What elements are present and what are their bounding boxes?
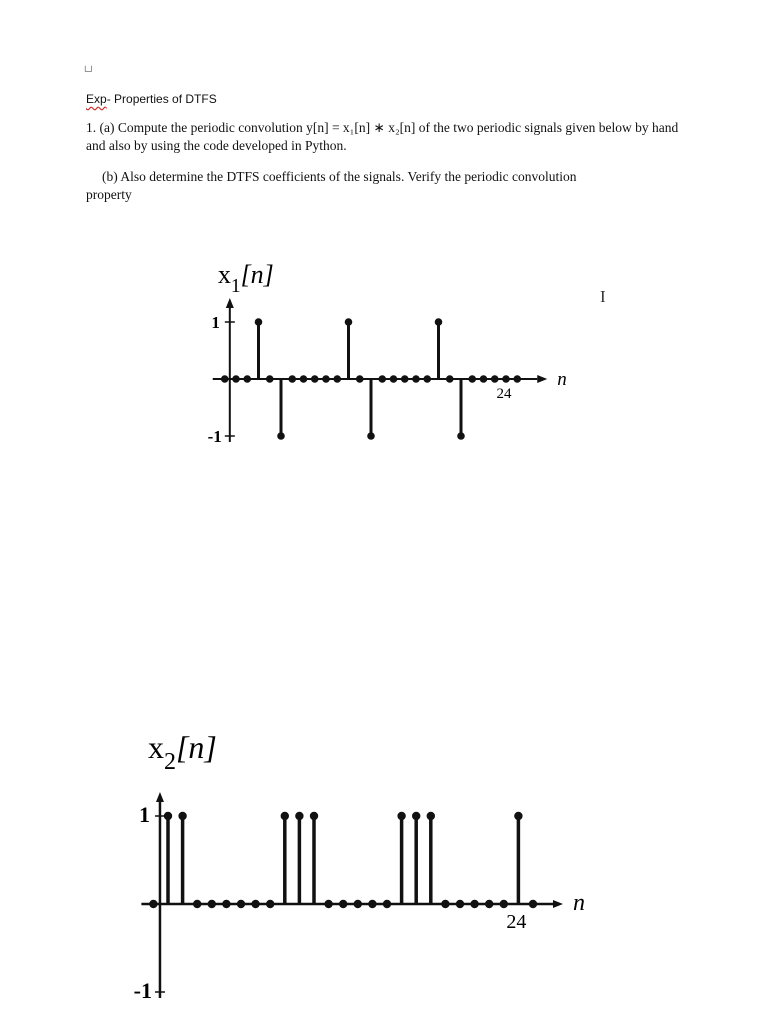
text-cursor-icon: I [600, 287, 606, 306]
stem-marker [251, 900, 259, 908]
y-axis-label [148, 729, 217, 775]
y-label-argument: [n] [175, 729, 217, 765]
y-tick-label: -1 [133, 978, 152, 1003]
y-label-subscript: 2 [163, 749, 176, 776]
stem-marker [164, 812, 172, 820]
stem-marker [427, 812, 435, 820]
y-label-main: x [147, 729, 164, 765]
title-exp: Exp [86, 92, 107, 106]
question-1b-line1: (b) Also determine the DTFS coefficients of the signals. Verify the periodic convolution [102, 169, 577, 184]
stem-marker [295, 812, 303, 820]
x-axis-label: n [557, 369, 567, 390]
stem-marker [500, 900, 508, 908]
y-label-main: x [217, 260, 231, 289]
stem-marker [324, 900, 332, 908]
stem-marker [149, 900, 157, 908]
y-label-subscript: 1 [230, 276, 241, 298]
title-rest: - Properties of DTFS [106, 92, 217, 106]
x-axis-arrow [553, 900, 563, 908]
stem-marker [222, 900, 230, 908]
x-tick-label: 24 [506, 911, 527, 933]
stem-marker [441, 900, 449, 908]
question-1a: 1. (a) Compute the periodic convolution y[n] = x₁[n] ∗ x₂[n] of the two periodic signals given below by hand and also by using the code developed in Python. [86, 120, 679, 153]
y-tick-label: -1 [207, 427, 222, 446]
question-1b-line2: property [86, 187, 132, 202]
stem-marker [178, 812, 186, 820]
stem-marker [368, 900, 376, 908]
stem-marker [456, 900, 464, 908]
stem-marker [193, 900, 201, 908]
stem-marker [281, 812, 289, 820]
y-tick-label: 1 [138, 802, 150, 827]
stem-marker [485, 900, 493, 908]
stem-marker [470, 900, 478, 908]
y-axis-arrow [156, 792, 164, 802]
stem-marker [383, 900, 391, 908]
page-corner-mark: └┘ [82, 66, 95, 76]
stem-marker [266, 900, 274, 908]
stem-marker [354, 900, 362, 908]
y-tick-label: 1 [211, 313, 220, 332]
stem-marker [310, 812, 318, 820]
y-label-argument: [n] [240, 260, 274, 289]
x-axis-label: n [573, 890, 585, 916]
stem-marker [397, 812, 405, 820]
stem-marker [339, 900, 347, 908]
x-tick-label: 24 [496, 386, 512, 402]
stem-marker [529, 900, 537, 908]
stem-marker [237, 900, 245, 908]
stem-marker [514, 812, 522, 820]
stem-marker [208, 900, 216, 908]
stem-marker [412, 812, 420, 820]
